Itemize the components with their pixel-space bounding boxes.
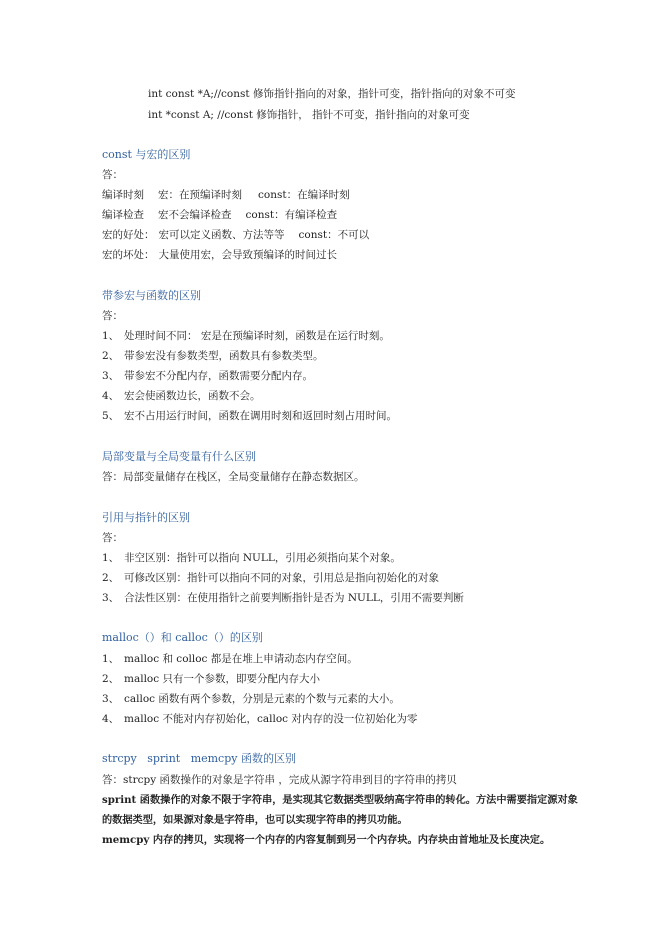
list-item — [102, 692, 400, 706]
compare-row — [102, 248, 337, 262]
list-item — [102, 389, 261, 403]
row-const: const：在编译时刻 — [258, 189, 350, 201]
item-number: 4、 — [102, 390, 120, 402]
item-number: 2、 — [102, 673, 120, 685]
item-text: 宏会使函数边长，函数不会。 — [124, 390, 261, 402]
item-number: 1、 — [102, 653, 120, 665]
paragraph-line: 答：strcpy 函数操作的对象是字符串 ，完成从源字符串到目的字符串的拷贝 — [102, 774, 457, 786]
list-item — [102, 591, 464, 605]
section-heading: 带参宏与函数的区别 — [102, 289, 201, 302]
code-line: int const *A;//const 修饰指针指向的对象，指针可变，指针指向的对象不可变 — [148, 88, 516, 100]
item-number: 2、 — [102, 350, 120, 362]
paragraph-line: sprint 函数操作的对象不限于字符串，是实现其它数据类型吸纳高字符串的转化。方法中需要指定源对象 — [102, 794, 578, 806]
compare-row — [102, 188, 350, 202]
item-text: malloc 和 colloc 都是在堆上申请动态内存空间。 — [124, 653, 358, 665]
answer-label: 答： — [102, 310, 123, 322]
item-text: 带参宏没有参数类型，函数具有参数类型。 — [124, 350, 324, 362]
row-label: 编译检查 — [102, 209, 144, 221]
row-label: 宏的好处： — [102, 229, 155, 241]
list-item — [102, 349, 324, 363]
answer-label: 答： — [102, 532, 123, 544]
item-text: 可修改区别：指针可以指向不同的对象，引用总是指向初始化的对象 — [124, 572, 439, 584]
list-item — [102, 409, 397, 423]
list-item — [102, 672, 320, 686]
item-text: 处理时间不同： 宏是在预编译时刻，函数是在运行时刻。 — [124, 330, 390, 342]
item-text: 宏不占用运行时间，函数在调用时刻和返回时刻占用时间。 — [124, 410, 397, 422]
section-heading: malloc（）和 calloc（）的区别 — [102, 631, 263, 644]
item-text: 非空区别：指针可以指向 NULL，引用必须指向某个对象。 — [124, 552, 401, 564]
row-const: const：不可以 — [298, 229, 370, 241]
answer-label: 答： — [102, 169, 123, 181]
row-label: 宏的坏处： — [102, 249, 155, 261]
item-text: malloc 不能对内存初始化，calloc 对内存的没一位初始化为零 — [124, 713, 418, 725]
compare-row — [102, 228, 369, 242]
item-number: 3、 — [102, 370, 120, 382]
item-number: 2、 — [102, 572, 120, 584]
item-number: 5、 — [102, 410, 120, 422]
item-number: 4、 — [102, 713, 120, 725]
list-item — [102, 329, 390, 343]
item-number: 3、 — [102, 693, 120, 705]
item-number: 3、 — [102, 592, 120, 604]
answer-text: 答：局部变量储存在栈区，全局变量储存在静态数据区。 — [102, 471, 365, 483]
row-macro: 大量使用宏，会导致预编译的时间过长 — [158, 249, 337, 261]
section-heading: 引用与指针的区别 — [102, 511, 190, 524]
item-text: 带参宏不分配内存，函数需要分配内存。 — [124, 370, 313, 382]
section-heading: strcpy sprint memcpy 函数的区别 — [102, 752, 296, 765]
row-macro: 宏：在预编译时刻 — [158, 189, 242, 201]
row-const: const：有编译检查 — [245, 209, 338, 221]
item-text: malloc 只有一个参数，即要分配内存大小 — [124, 673, 320, 685]
row-label: 编译时刻 — [102, 189, 144, 201]
paragraph-line: memcpy 内存的拷贝，实现将一个内存的内容复制到另一个内存块。内存块由首地址及长度决定。 — [102, 834, 551, 846]
list-item — [102, 369, 313, 383]
section-heading: 局部变量与全局变量有什么区别 — [102, 450, 256, 463]
paragraph-line: 的数据类型，如果源对象是字符串，也可以实现字符串的拷贝功能。 — [102, 814, 408, 826]
row-macro: 宏可以定义函数、方法等等 — [158, 229, 285, 241]
item-number: 1、 — [102, 552, 120, 564]
item-text: 合法性区别：在使用指针之前要判断指针是否为 NULL，引用不需要判断 — [124, 592, 464, 604]
list-item — [102, 571, 439, 585]
list-item — [102, 551, 401, 565]
compare-row — [102, 208, 337, 222]
list-item — [102, 652, 358, 666]
row-macro: 宏不会编译检查 — [158, 209, 232, 221]
code-line: int *const A; //const 修饰指针， 指针不可变，指针指向的对象可变 — [148, 109, 470, 121]
item-text: calloc 函数有两个参数，分别是元素的个数与元素的大小。 — [124, 693, 400, 705]
section-heading: const 与宏的区别 — [102, 148, 191, 161]
item-number: 1、 — [102, 330, 120, 342]
list-item — [102, 712, 417, 726]
